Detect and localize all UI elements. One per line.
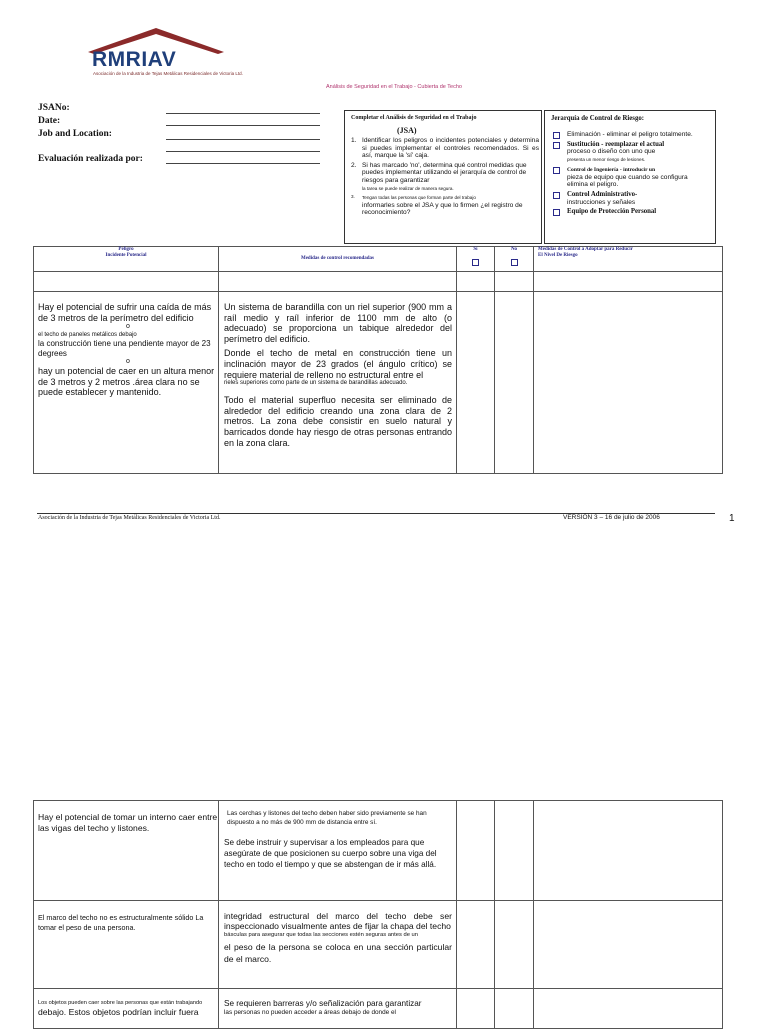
hierarchy-item-5: Equipo de Protección Personal bbox=[567, 208, 709, 215]
field-line-evaluacion[interactable] bbox=[166, 163, 320, 164]
jsa-step-1: 1. Identificar los peligros o incidentes potenciales y determina si puedes implementar el controles recomendados. Si es así, marque la 'sí' caja. bbox=[351, 137, 539, 160]
adopt-cell[interactable] bbox=[534, 292, 723, 474]
no-cell[interactable] bbox=[495, 989, 534, 1029]
field-line-jsa-no[interactable] bbox=[166, 113, 320, 114]
checkbox-icon[interactable] bbox=[553, 192, 560, 199]
yes-cell[interactable] bbox=[457, 901, 495, 989]
field-label-jsa-no: JSANo: bbox=[38, 103, 70, 113]
page-number: 1 bbox=[729, 513, 735, 524]
field-line-job[interactable] bbox=[166, 139, 320, 140]
logo-text: RMRIAV bbox=[92, 48, 177, 71]
checkbox-icon[interactable] bbox=[553, 209, 560, 216]
no-cell[interactable] bbox=[495, 901, 534, 989]
adopt-cell[interactable] bbox=[534, 801, 723, 901]
no-cell[interactable] bbox=[495, 292, 534, 474]
measures-cell: integridad estructural del marco del techo debe ser inspeccionado visualmente antes de fijar la chapa del techo básculas para asegurar que todas las secciones estén seguras antes de un el peso de la persona se coloca en una sección particular de el marco. bbox=[219, 901, 457, 989]
table-row bbox=[34, 292, 723, 474]
hierarchy-item-4: Control Administrativo- instrucciones y señales bbox=[567, 191, 709, 205]
yes-cell[interactable] bbox=[457, 292, 495, 474]
field-line-location[interactable] bbox=[166, 151, 320, 152]
table-cell[interactable] bbox=[219, 272, 457, 292]
logo-subtitle: Asociación de la Industria de Tejas Metálicas Residenciales de Victoria Ltd. bbox=[93, 71, 243, 76]
checkbox-icon[interactable] bbox=[553, 167, 560, 174]
table-cell[interactable] bbox=[534, 272, 723, 292]
header-measures: Medidas de control recomendadas bbox=[219, 247, 457, 272]
hierarchy-item-1: Eliminación - eliminar el peligro totalmente. bbox=[567, 131, 709, 138]
table-row bbox=[34, 901, 723, 989]
measures-cell: Se requieren barreras y/o señalización para garantizar las personas no pueden acceder a áreas debajo de donde el bbox=[219, 989, 457, 1029]
table-row bbox=[34, 801, 723, 901]
footer-association: Asociación de la Industria de Tejas Metálicas Residenciales de Victoria Ltd. bbox=[38, 515, 221, 521]
hierarchy-list bbox=[567, 131, 709, 215]
field-line-date[interactable] bbox=[166, 125, 320, 126]
field-label-date: Date: bbox=[38, 116, 61, 126]
checkbox-icon[interactable] bbox=[511, 259, 518, 266]
jsa-table-page2 bbox=[33, 800, 723, 1029]
table-cell[interactable] bbox=[34, 272, 219, 292]
adopt-cell[interactable] bbox=[534, 989, 723, 1029]
field-label-evaluacion: Evaluación realizada por: bbox=[38, 154, 143, 164]
hazard-cell: Hay el potencial de sufrir una caída de más de 3 metros de la perímetro del edificio o el techo de paneles metálicos debajo la construcción tiene una pendiente mayor de 23 degrees o hay un potencial de caer en un altura menor de 3 metros y 2 metros .área clara no se puede establecer y mantenido. bbox=[34, 292, 219, 474]
no-cell[interactable] bbox=[495, 801, 534, 901]
hazard-cell: Hay el potencial de tomar un interno caer entre las vigas del techo y listones. bbox=[34, 801, 219, 901]
header-no: No bbox=[495, 247, 534, 272]
hierarchy-box bbox=[544, 110, 716, 244]
jsa-step-2: 2. Si has marcado 'no', determina qué control medidas que puedes implementar utilizando el jerarquía de control de riesgos para garantizar la tarea se puede realizar de manera segura. bbox=[351, 161, 527, 191]
table-row-empty bbox=[34, 272, 723, 292]
footer-version: VERSIÓN 3 – 16 de julio de 2006 bbox=[563, 514, 660, 521]
jsa-step-3: 3. Tengan todas las personas que forman parte del trabajo informarles sobre el JSA y que lo firmen ¿el registro de reconocimiento? bbox=[351, 194, 523, 217]
table-row bbox=[34, 989, 723, 1029]
measures-cell: Las cerchas y listones del techo deben haber sido previamente se han dispuesto a no más de 900 mm de distancia entre sí. Se debe instruir y supervisar a los empleados para que asegúrate de que posicionen su cuerpo sobre una viga del techo en todo el tiempo y que se abstengan de ir más allá. bbox=[219, 801, 457, 901]
jsa-box-list bbox=[351, 137, 539, 217]
jsa-table-page1 bbox=[33, 246, 723, 474]
document-title: Análisis de Seguridad en el Trabajo - Cubierta de Techo bbox=[326, 84, 462, 90]
hierarchy-item-2: Sustitución - reemplazar el actual proceso o diseño con uno que presenta un menor riesgo de lesiones. bbox=[567, 141, 709, 163]
checkbox-icon[interactable] bbox=[553, 142, 560, 149]
header-adopt: Medidas de Control a Adoptar para Reducir El Nivel De Riesgo bbox=[534, 247, 723, 272]
hierarchy-item-3: Control de Ingeniería - introducir un pieza de equipo que cuando se configura elimina el peligro. bbox=[567, 166, 709, 189]
hazard-cell: El marco del techo no es estructuralmente sólido La tomar el peso de una persona. bbox=[34, 901, 219, 989]
checkbox-icon[interactable] bbox=[472, 259, 479, 266]
jsa-box-subtitle: (JSA) bbox=[397, 126, 417, 135]
checkbox-icon[interactable] bbox=[553, 132, 560, 139]
hierarchy-title: Jerarquía de Control de Riesgo: bbox=[551, 115, 645, 122]
yes-cell[interactable] bbox=[457, 989, 495, 1029]
header-yes: Sí bbox=[457, 247, 495, 272]
yes-cell[interactable] bbox=[457, 801, 495, 901]
adopt-cell[interactable] bbox=[534, 901, 723, 989]
measures-cell: Un sistema de barandilla con un riel superior (900 mm a raíl medio y raíl inferior de 1100 mm de alto (o adecuado) se proporciona un tabique alrededor del perímetro del edificio. Donde el techo de metal en construcción tiene un inclinación mayor de 23 grados (el ángulo crítico) se requiere material de relleno no estructural entre el rieles superiores como parte de un sistema de barandillas adecuado. Todo el material superfluo necesita ser eliminado de alrededor del edificio creando una zona clara de 2 metros. La zona debe consistir en suelo natural y barricados donde hay riesgo de otras personas entrando en la zona clara. bbox=[219, 292, 457, 474]
jsa-instructions-box bbox=[344, 110, 542, 244]
jsa-box-title: Completar el Análisis de Seguridad en el Trabajo bbox=[351, 115, 477, 121]
hazard-cell: Los objetos pueden caer sobre las personas que están trabajando debajo. Estos objetos podrían incluir fuera bbox=[34, 989, 219, 1029]
table-cell[interactable] bbox=[457, 272, 495, 292]
table-cell[interactable] bbox=[495, 272, 534, 292]
field-label-job-location: Job and Location: bbox=[38, 129, 112, 139]
header-hazard: Peligro Incidente Potencial bbox=[34, 247, 219, 272]
table-header-row bbox=[34, 247, 723, 272]
